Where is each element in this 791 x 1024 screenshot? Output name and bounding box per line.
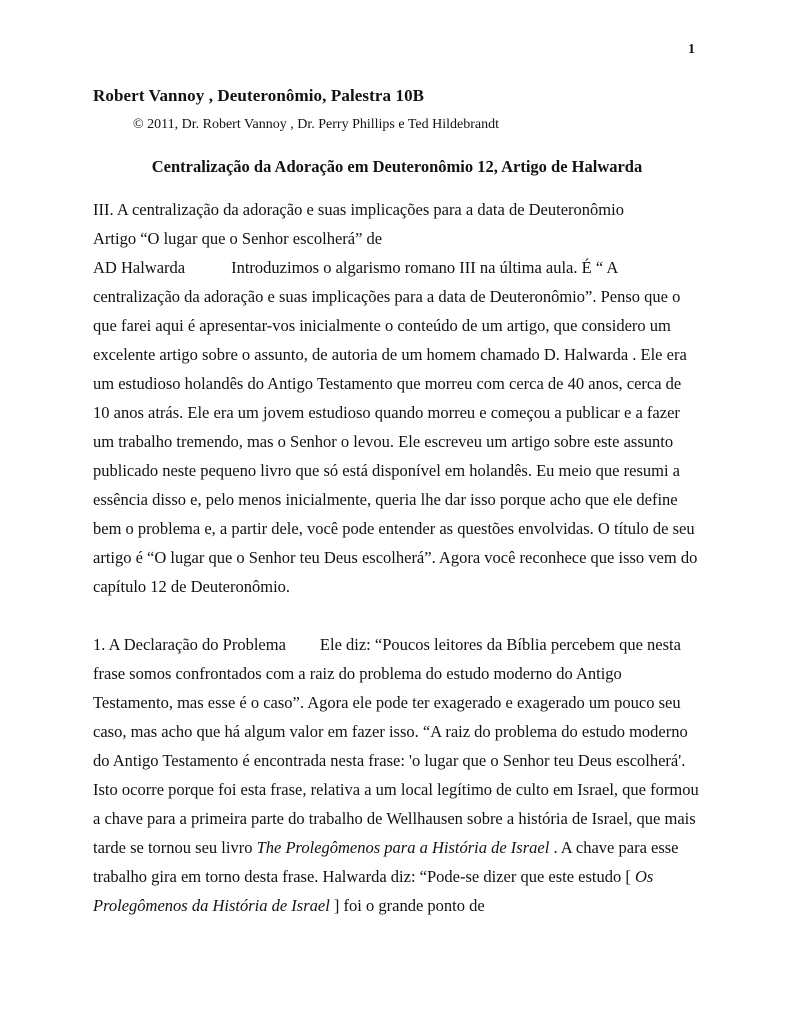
paragraph-2-heading: 1. A Declaração do Problema bbox=[93, 635, 286, 654]
paragraph-1 bbox=[93, 195, 701, 601]
document-title: Robert Vannoy , Deuteronômio, Palestra 10B bbox=[93, 86, 425, 105]
paragraph-2-text: ] foi o grande ponto de bbox=[329, 896, 485, 915]
paragraph-1-line-2: Artigo “O lugar que o Senhor escolherá” de bbox=[93, 229, 383, 248]
page-number: 1 bbox=[688, 42, 695, 57]
section-heading: Centralização da Adoração em Deuteronômio 12, Artigo de Halwarda bbox=[151, 157, 643, 176]
paragraph-2 bbox=[93, 630, 701, 920]
copyright-line: © 2011, Dr. Robert Vannoy , Dr. Perry Phillips e Ted Hildebrandt bbox=[133, 117, 499, 132]
paragraph-2-text: Ele diz: “Poucos leitores da Bíblia percebem que nesta frase somos confrontados com a raiz do problema do estudo moderno do Antigo Testamento, mas esse é o caso”. Agora ele pode ter exagerado e exagerado um pouco seu caso, mas acho que há algum valor em fazer isso. “A raiz do problema do estudo moderno do Antigo Testamento é encontrada nesta frase: 'o lugar que o Senhor teu Deus escolherá'. Isto ocorre porque foi esta frase, relativa a um local legítimo de culto em Israel, que formou a chave para a primeira parte do trabalho de Wellhausen sobre a história de Israel, que mais tarde se tornou seu livro bbox=[93, 635, 699, 857]
paragraph-1-text: Introduzimos o algarismo romano III na última aula. É “ A centralização da adoração e suas implicações para a data de Deuteronômio”. Penso que o que farei aqui é apresentar-vos inicialmente o conteúdo de um artigo, que considero um excelente artigo sobre o assunto, de autoria de um homem chamado D. Halwarda . Ele era um estudioso holandês do Antigo Testamento que morreu com cerca de 40 anos, cerca de 10 anos atrás. Ele era um jovem estudioso quando morreu e começou a publicar e a fazer um trabalho tremendo, mas o Senhor o levou. Ele escreveu um artigo sobre este assunto publicado neste pequeno livro que só está disponível em holandês. Eu meio que resumi a essência disso e, pelo menos inicialmente, queria lhe dar isso porque acho que ele define bem o problema e, a partir dele, você pode entender as questões envolvidas. O título de seu artigo é “O lugar que o Senhor teu Deus escolherá”. Agora você reconhece que isso vem do capítulo 12 de Deuteronômio. bbox=[93, 258, 698, 596]
book-title-italic: The Prolegômenos para a História de Israel bbox=[256, 838, 550, 857]
speaker-label: AD Halwarda bbox=[93, 258, 186, 277]
paragraph-1-line-1: III. A centralização da adoração e suas implicações para a data de Deuteronômio bbox=[93, 200, 624, 219]
paragraph-2-text: . A chave para esse trabalho gira em torno desta frase. Halwarda diz: “Pode-se dizer que este estudo [ bbox=[93, 838, 679, 886]
book-title-italic: Os Prolegômenos da História de Israel bbox=[93, 867, 654, 915]
